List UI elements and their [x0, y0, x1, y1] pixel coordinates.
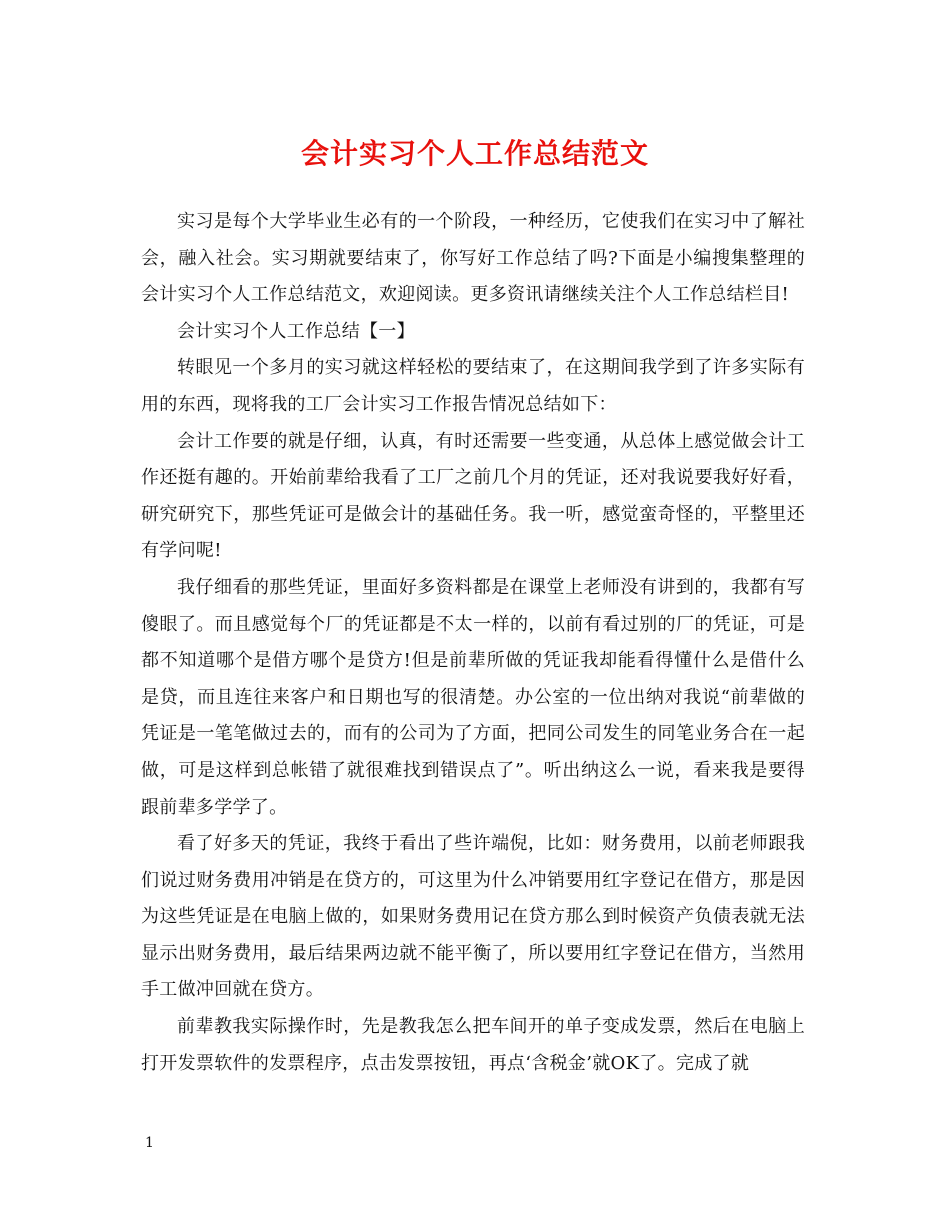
document-body — [141, 204, 805, 1082]
body-paragraph: 前辈教我实际操作时，先是教我怎么把车间开的单子变成发票，然后在电脑上打开发票软件的发票程序，点击发票按钮，再点‘含税金’就OK了。完成了就 — [141, 1016, 805, 1074]
body-paragraph: 我仔细看的那些凭证，里面好多资料都是在课堂上老师没有讲到的，我都有写傻眼了。而且感觉每个厂的凭证都是不太一样的，以前有看过别的厂的凭证，可是都不知道哪个是借方哪个是贷方!但是前辈所做的凭证我却能看得懂什么是借什么是贷，而且连往来客户和日期也写的很清楚。办公室的一位出纳对我说“前辈做的凭证是一笔笔做过去的，而有的公司为了方面，把同公司发生的同笔业务合在一起做，可是这样到总帐错了就很难找到错误点了”。听出纳这么一说，看来我是要得跟前辈多学学了。 — [141, 576, 805, 818]
document-title: 会计实习个人工作总结范文 — [300, 137, 649, 170]
body-paragraph: 看了好多天的凭证，我终于看出了些许端倪，比如：财务费用，以前老师跟我们说过财务费用冲销是在贷方的，可这里为什么冲销要用红字登记在借方，那是因为这些凭证是在电脑上做的，如果财务费用记在贷方那么到时候资产负债表就无法显示出财务费用，最后结果两边就不能平衡了，所以要用红字登记在借方，当然用手工做冲回就在贷方。 — [141, 833, 805, 1001]
section-heading: 会计实习个人工作总结【一】 — [177, 320, 415, 342]
page-number: 1 — [145, 1135, 154, 1151]
body-paragraph: 会计工作要的就是仔细，认真，有时还需要一些变通，从总体上感觉做会计工作还挺有趣的。开始前辈给我看了工厂之前几个月的凭证，还对我说要我好好看，研究研究下，那些凭证可是做会计的基础任务。我一听，感觉蛮奇怪的，平整里还有学问呢! — [141, 430, 805, 562]
body-paragraph: 转眼见一个多月的实习就这样轻松的要结束了，在这期间我学到了许多实际有用的东西，现将我的工厂会计实习工作报告情况总结如下： — [141, 357, 805, 415]
intro-paragraph: 实习是每个大学毕业生必有的一个阶段，一种经历，它使我们在实习中了解社会，融入社会。实习期就要结束了，你写好工作总结了吗?下面是小编搜集整理的会计实习个人工作总结范文，欢迎阅读。更多资讯请继续关注个人工作总结栏目! — [141, 211, 805, 306]
